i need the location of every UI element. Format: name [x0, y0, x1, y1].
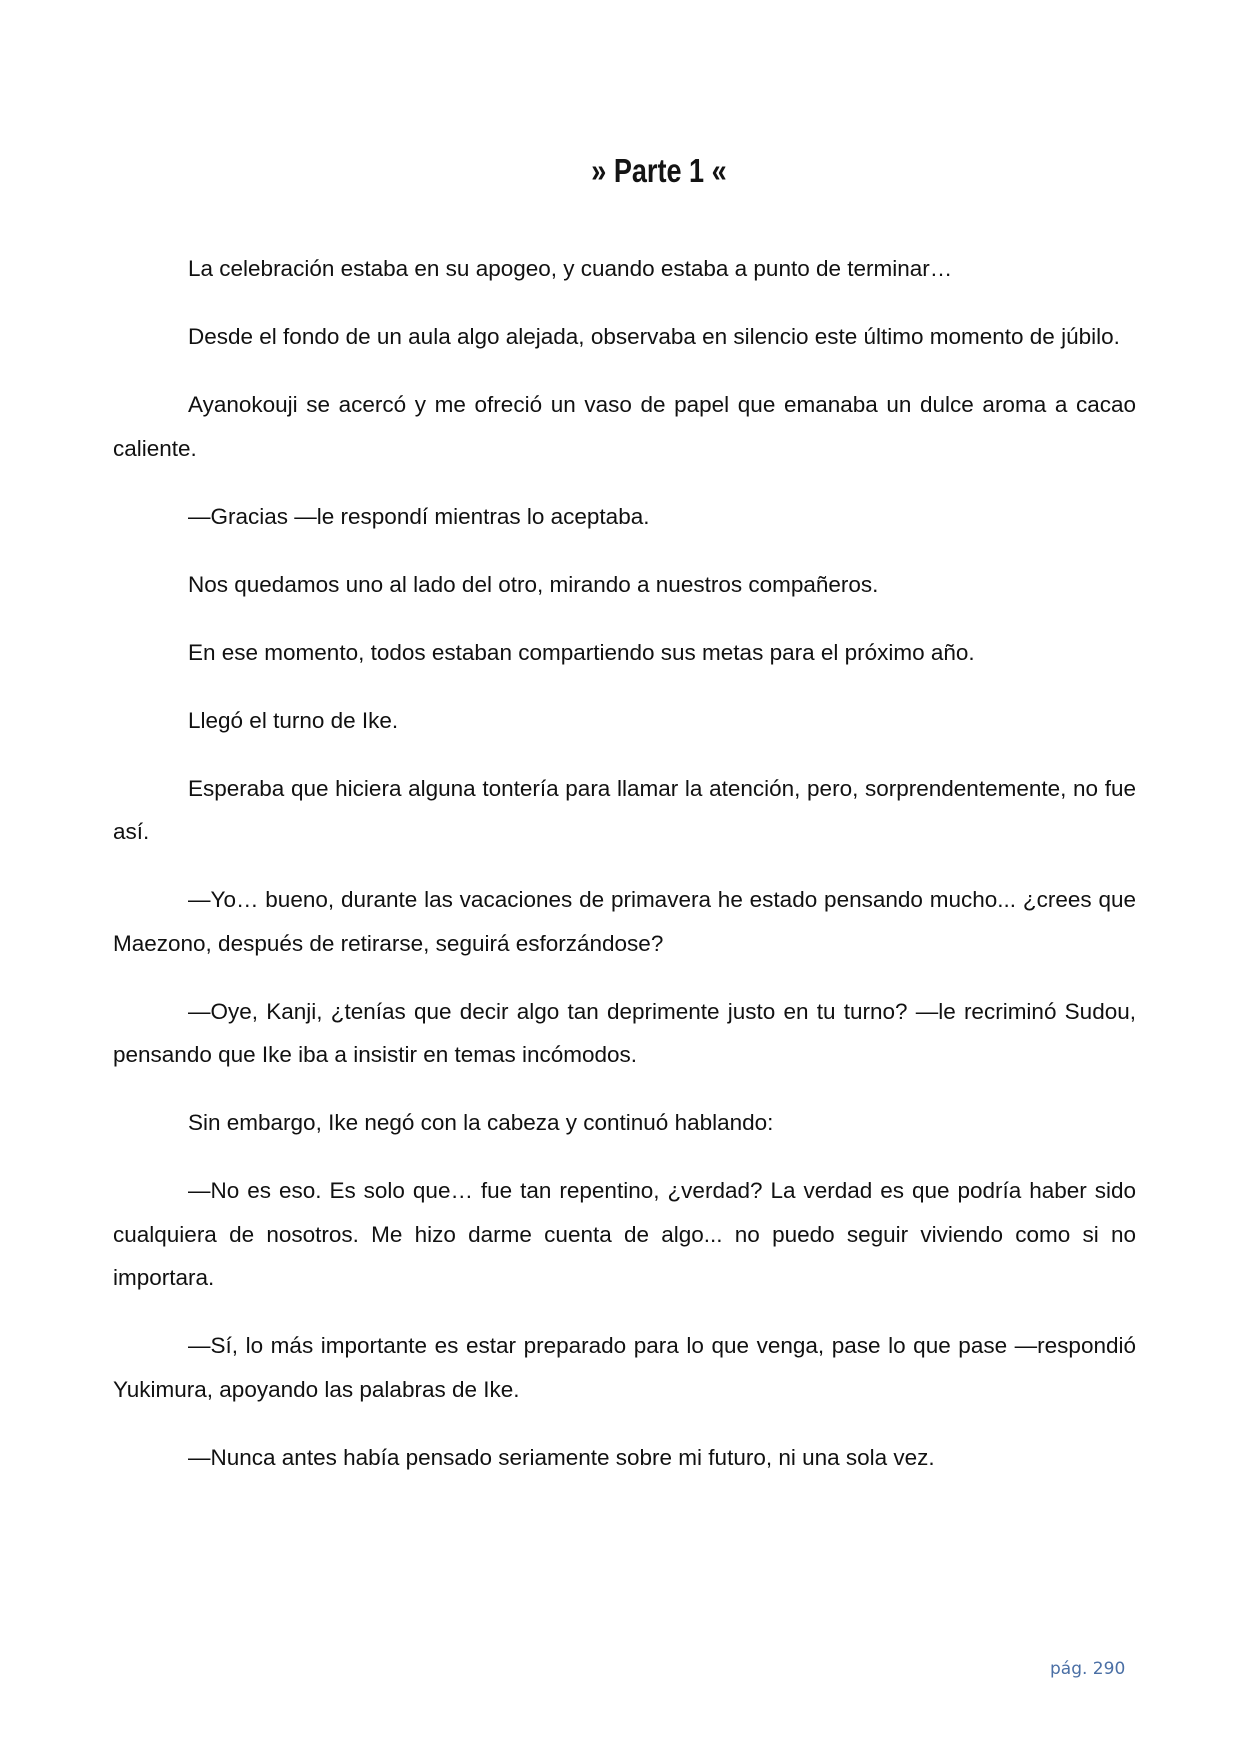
paragraph: —Yo… bueno, durante las vacaciones de primavera he estado pensando mucho... ¿crees que Maezono, después de retirarse, seguirá esforzándose?: [113, 887, 1136, 956]
section-title: » Parte 1 «: [591, 152, 727, 189]
body-text: [113, 247, 1136, 1504]
paragraph: Desde el fondo de un aula algo alejada, observaba en silencio este último momento de júbilo.: [188, 324, 1120, 349]
paragraph: Esperaba que hiciera alguna tontería para llamar la atención, pero, sorprendentemente, no fue así.: [113, 775, 1136, 844]
paragraph: Ayanokouji se acercó y me ofreció un vaso de papel que emanaba un dulce aroma a cacao caliente.: [113, 392, 1136, 461]
paragraph: —Nunca antes había pensado seriamente sobre mi futuro, ni una sola vez.: [188, 1444, 935, 1470]
paragraph: Nos quedamos uno al lado del otro, mirando a nuestros compañeros.: [188, 571, 879, 597]
paragraph: —Sí, lo más importante es estar preparado para lo que venga, pase lo que pase —respondió Yukimura, apoyando las palabras de Ike.: [113, 1333, 1136, 1402]
paragraph: —No es eso. Es solo que… fue tan repentino, ¿verdad? La verdad es que podría haber sido cualquiera de nosotros. Me hizo darme cuenta de algo... no puedo seguir viviendo como si no importara.: [113, 1178, 1136, 1290]
paragraph: —Oye, Kanji, ¿tenías que decir algo tan deprimente justo en tu turno? —le recriminó Sudou, pensando que Ike iba a insistir en temas incómodos.: [113, 998, 1136, 1067]
page-number: pág. 290: [1050, 1659, 1126, 1679]
paragraph: La celebración estaba en su apogeo, y cuando estaba a punto de terminar…: [188, 256, 953, 281]
paragraph: —Gracias —le respondí mientras lo aceptaba.: [188, 503, 650, 529]
paragraph: Llegó el turno de Ike.: [188, 707, 399, 733]
paragraph: En ese momento, todos estaban compartiendo sus metas para el próximo año.: [188, 639, 975, 665]
paragraph: Sin embargo, Ike negó con la cabeza y continuó hablando:: [188, 1110, 774, 1135]
